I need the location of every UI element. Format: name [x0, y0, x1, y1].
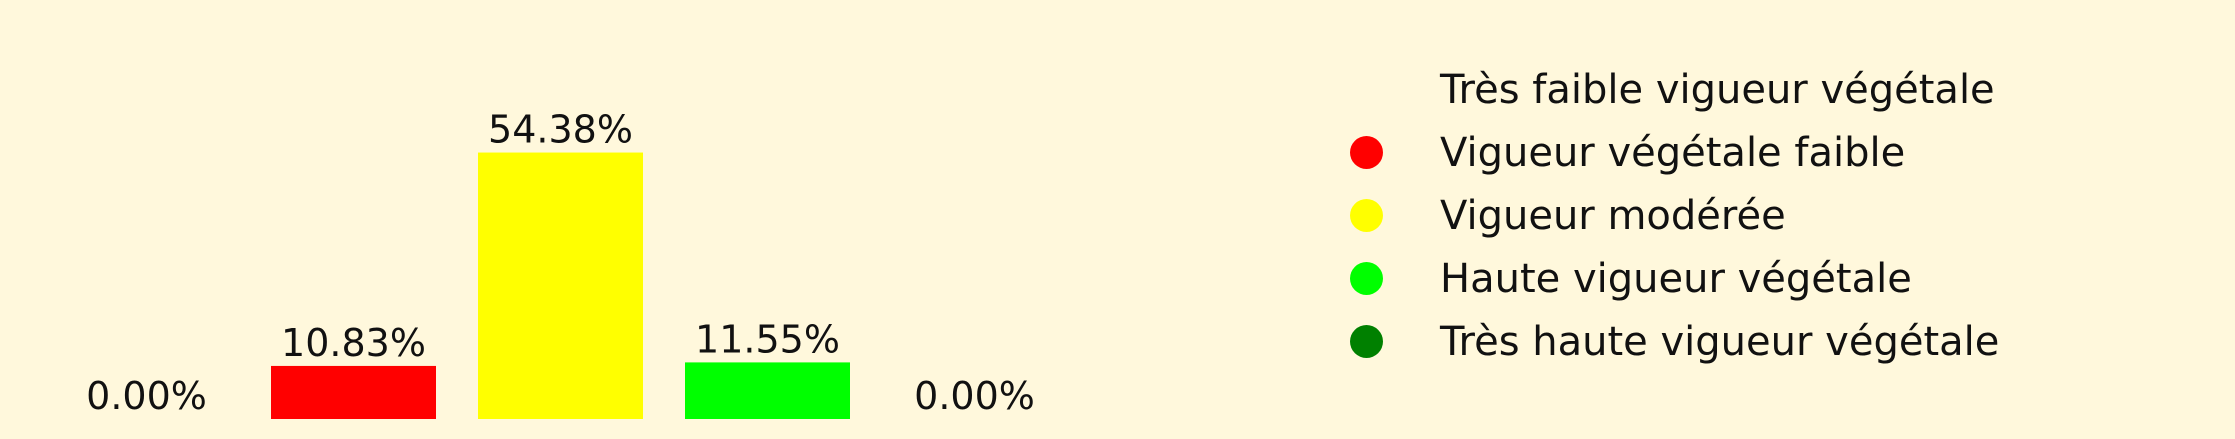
- legend-marker-icon: [1350, 325, 1383, 358]
- legend-item: [1350, 121, 1999, 184]
- bar: [478, 153, 643, 419]
- legend-label: Très faible vigueur végétale: [1440, 66, 1995, 113]
- legend-marker-icon: [1350, 73, 1383, 106]
- legend-item: [1350, 310, 1999, 373]
- legend-item: [1350, 247, 1999, 310]
- bar: [685, 362, 850, 419]
- legend-marker-icon: [1350, 262, 1383, 295]
- legend-label: Très haute vigueur végétale: [1440, 318, 2000, 365]
- legend-item: [1350, 58, 1999, 121]
- legend-item: [1350, 184, 1999, 247]
- bar: [271, 366, 436, 419]
- bar-value-label: 10.83%: [281, 320, 426, 365]
- bar-value-label: 11.55%: [695, 317, 840, 362]
- legend-label: Vigueur végétale faible: [1440, 129, 1906, 176]
- legend-label: Haute vigueur végétale: [1440, 255, 1912, 302]
- legend-label: Vigueur modérée: [1440, 192, 1786, 239]
- bar-value-label: 0.00%: [86, 374, 207, 418]
- bar-value-label: 54.38%: [488, 107, 633, 152]
- legend: [1350, 58, 1999, 373]
- legend-marker-icon: [1350, 199, 1383, 232]
- bar-value-label: 0.00%: [914, 374, 1035, 418]
- legend-marker-icon: [1350, 136, 1383, 169]
